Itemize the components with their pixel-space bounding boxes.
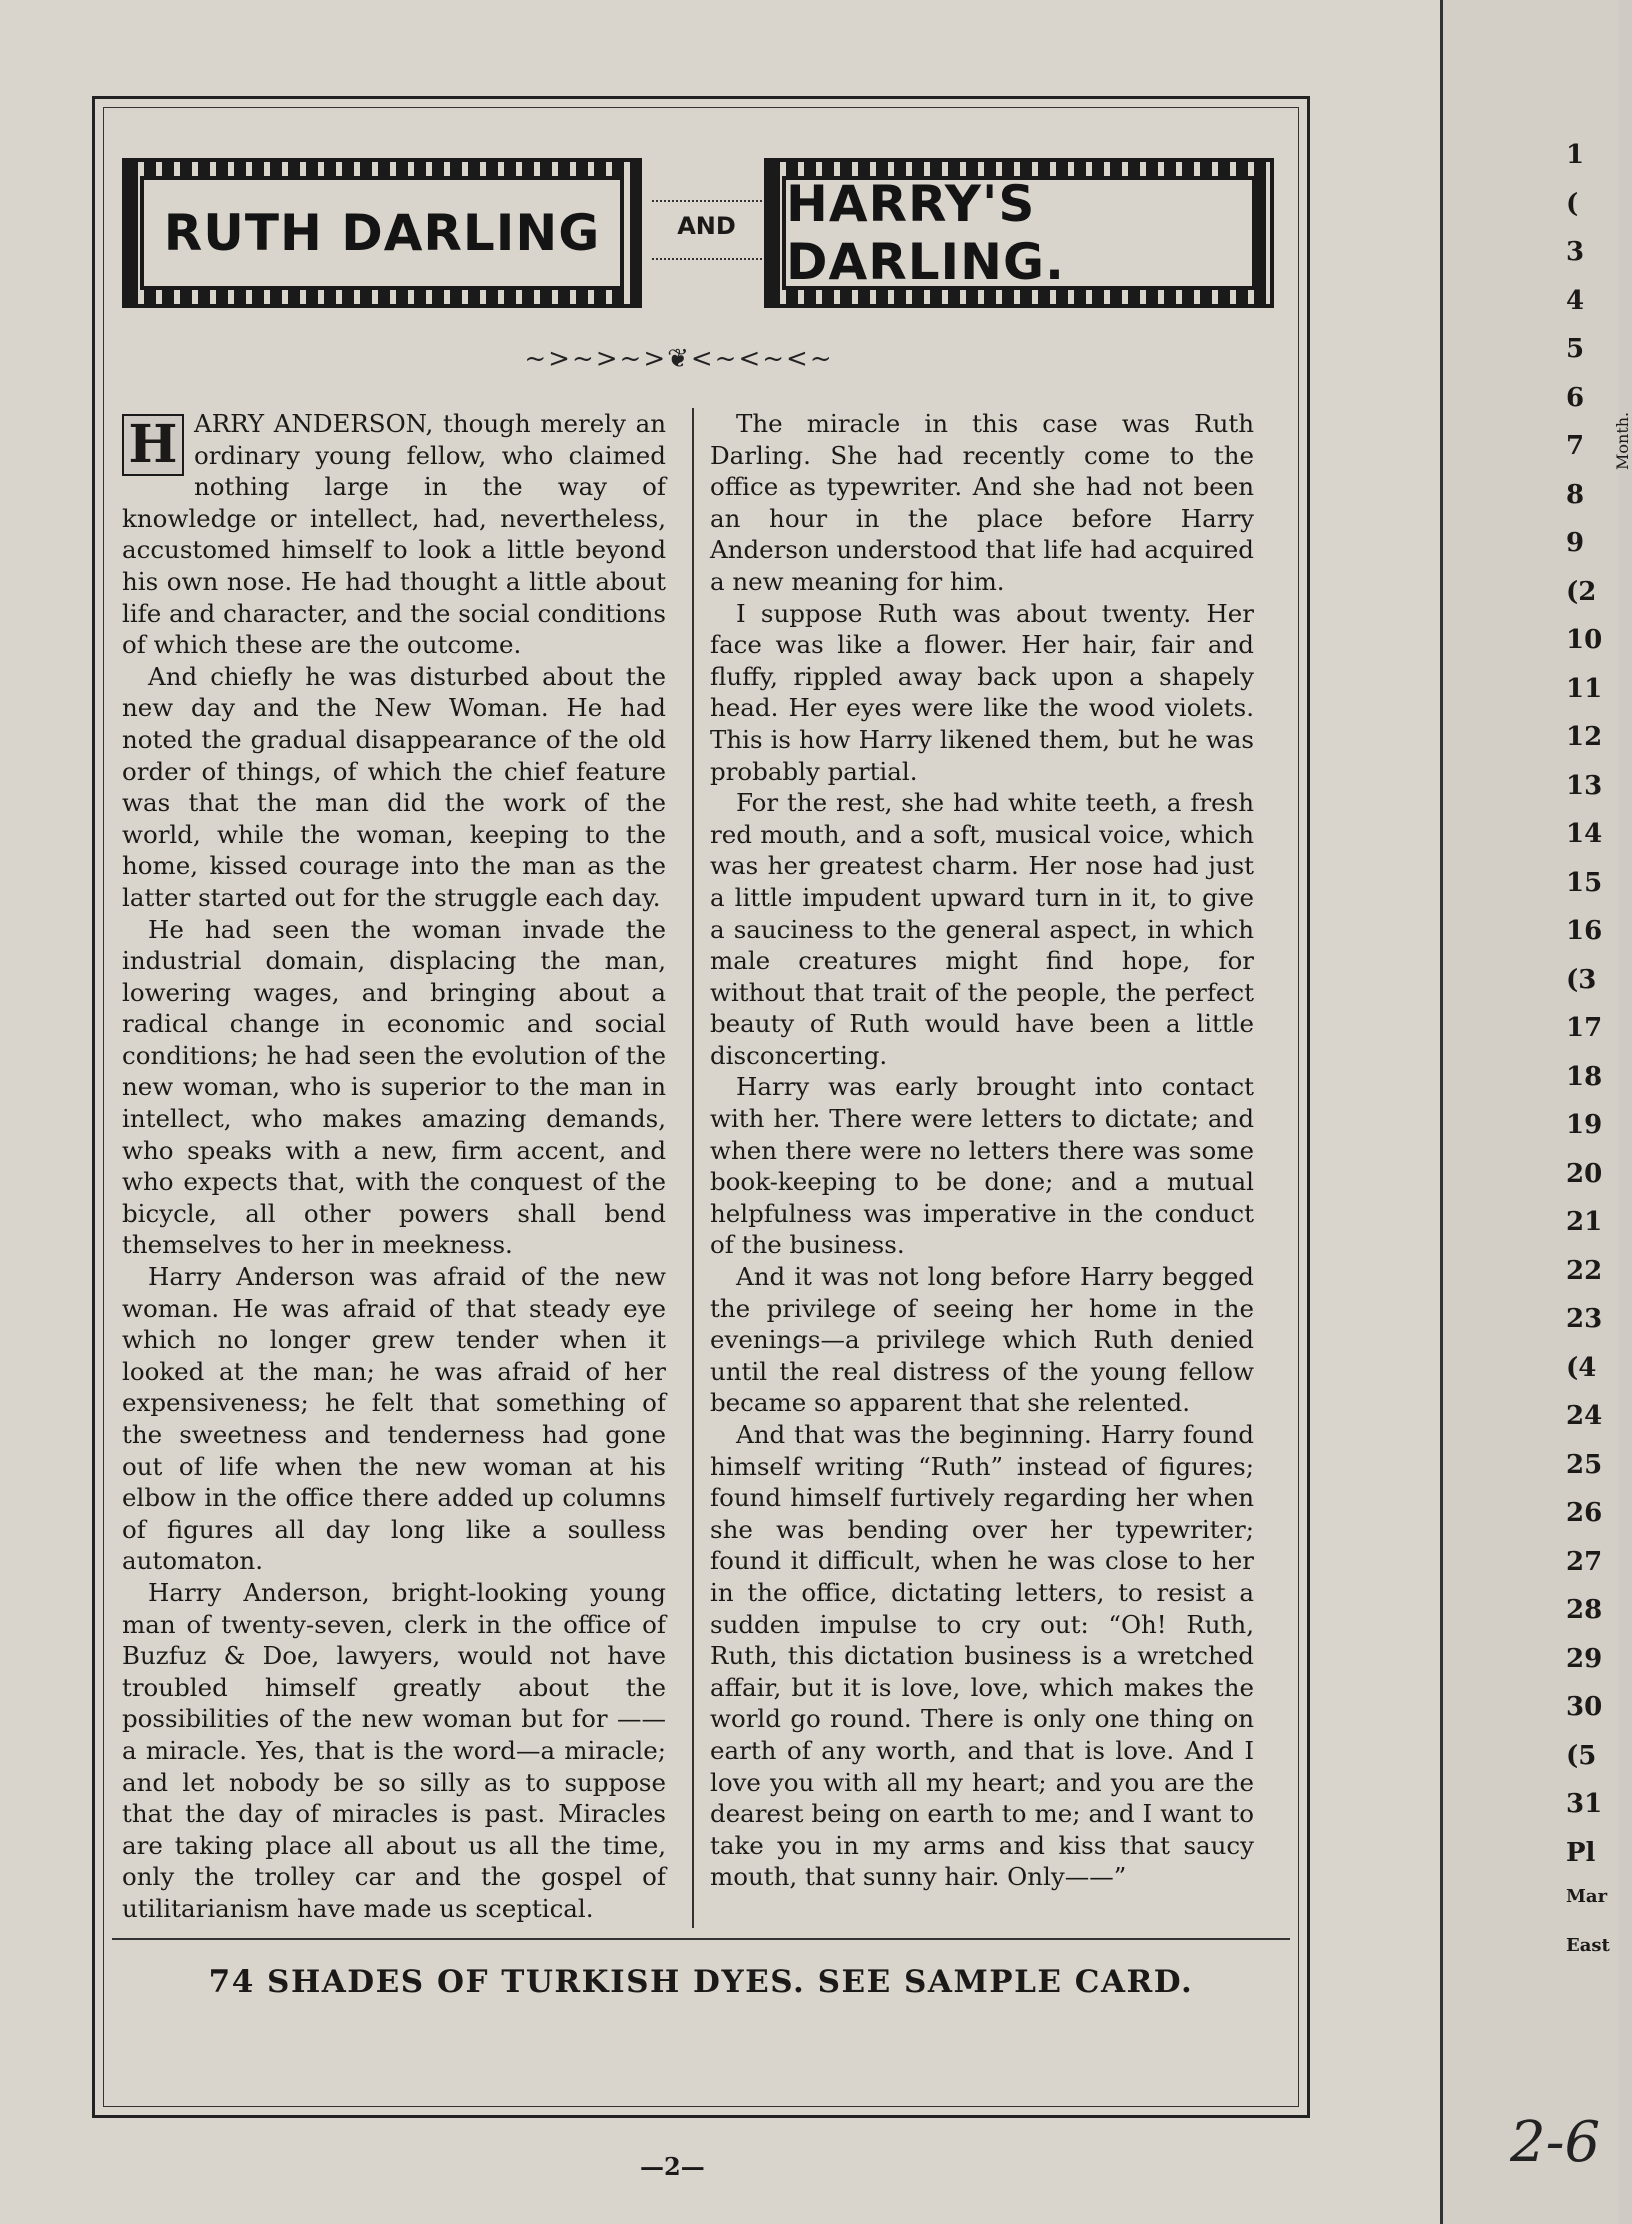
article-paragraph: Harry Anderson was afraid of the new woman. He was afraid of that steady eye which no longer grew tender when it looked at the man; he was afraid of her expensiveness; he felt that something of the sweetness and tenderness had gone out of life when the new woman at his elbow in the office there added up columns of figures all day long like a soulless automaton.: [122, 1262, 666, 1576]
calendar-row: 15: [1566, 867, 1603, 898]
article-paragraph: [122, 408, 666, 661]
title-and: AND: [677, 212, 736, 240]
footer-advert: 74 SHADES OF TURKISH DYES. SEE SAMPLE CARD.: [208, 1964, 1194, 2000]
calendar-row: 31: [1566, 1789, 1603, 1819]
calendar-row: 17: [1566, 1013, 1603, 1043]
title-left: RUTH DARLING: [140, 176, 624, 290]
calendar-row: 26: [1566, 1498, 1603, 1528]
calendar-row: 3: [1566, 237, 1585, 267]
calendar-row: 5: [1566, 334, 1585, 364]
article-paragraph: Harry was early brought into contact with her. There were letters to dictate; and when there were no letters there was some book-keeping to be done; and a mutual helpfulness was imperative in the conduct of the business.: [710, 1072, 1254, 1260]
month-label: Month.: [1613, 411, 1632, 470]
calendar-row: 7: [1566, 431, 1585, 461]
calendar-row: 22: [1566, 1255, 1603, 1286]
calendar-row: 9: [1566, 528, 1585, 558]
article-column-left: [122, 408, 666, 1925]
calendar-row: 20: [1566, 1158, 1603, 1189]
calendar-row: 23: [1566, 1304, 1603, 1334]
handwritten-note: 2-6: [1510, 2110, 1601, 2175]
article-paragraph: For the rest, she had white teeth, a fresh red mouth, and a soft, musical voice, which was her greatest charm. Her nose had just a little impudent upward turn in it, to give a sauciness to the general aspect, in which male creatures might find hope, for without that trait of the people, the perfect beauty of Ruth would have been a little disconcerting.: [710, 788, 1254, 1070]
title-box-left: [122, 158, 642, 308]
calendar-row: 10: [1566, 625, 1603, 655]
page-frame-inner: [103, 107, 1299, 2107]
page-number: —2—: [640, 2152, 705, 2181]
calendar-row: (: [1566, 188, 1579, 219]
title-box-right: [764, 158, 1274, 308]
calendar-row: 19: [1566, 1110, 1603, 1140]
calendar-row: (2: [1566, 576, 1597, 607]
and-rule-bottom: [652, 258, 762, 260]
calendar-row: 13: [1566, 770, 1603, 801]
calendar-row: 28: [1566, 1595, 1603, 1625]
article-column-right: [710, 408, 1254, 1893]
calendar-row: (5: [1566, 1740, 1597, 1771]
calendar-row: 27: [1566, 1546, 1603, 1577]
article-paragraph: And that was the beginning. Harry found himself writing “Ruth” instead of figures; found himself furtively regarding her when she was bending over her typewriter; found it difficult, when he was close to her in the office, dictating letters, to resist a sudden impulse to cry out: “Oh! Ruth, Ruth, this dictation business is a wretched affair, but it is love, love, which makes the world go round. There is only one thing on earth of any worth, and that is love. And I love you with all my heart; and you are the dearest being on earth to me; and I want to take you in my arms and kiss that saucy mouth, that sunny hair. Only——”: [710, 1420, 1254, 1892]
calendar-row: 4: [1566, 285, 1585, 316]
article-paragraph: The miracle in this case was Ruth Darling. She had recently come to the office as typewriter. And she had not been an hour in the place before Harry Anderson understood that life had acquired a new meaning for him.: [710, 409, 1254, 596]
article-paragraph: And chiefly he was disturbed about the new day and the New Woman. He had noted the gradual disappearance of the old order of things, of which the chief feature was that the man did the work of the world, while the woman, keeping to the home, kissed courage into the man as the latter started out for the struggle each day.: [122, 661, 666, 912]
title-right: HARRY'S DARLING.: [782, 176, 1256, 290]
page-frame: [92, 96, 1310, 2118]
calendar-row: (3: [1566, 964, 1597, 995]
footer-rule: [112, 1938, 1290, 1940]
calendar-row: 18: [1566, 1061, 1603, 1092]
calendar-row: 8: [1566, 479, 1585, 510]
article-paragraph: And it was not long before Harry begged the privilege of seeing her home in the evenings—a privilege which Ruth denied until the real distress of the young fellow became so apparent that she relented.: [710, 1262, 1254, 1418]
calendar-row: 12: [1566, 722, 1603, 752]
article-paragraph: Harry Anderson, bright-looking young man of twenty-seven, clerk in the office of Buzfuz & Doe, lawyers, would not have troubled himself greatly about the possibilities of the new woman but for ——a miracle. Yes, that is the word—a miracle; and let nobody be so silly as to suppose that the day of miracles is past. Miracles are taking place all about us all the time, only the trolley car and the gospel of utilitarianism have made us sceptical.: [122, 1577, 666, 1923]
calendar-row: 25: [1566, 1449, 1603, 1480]
article-paragraph: He had seen the woman invade the industrial domain, displacing the man, lowering wages, and bringing about a radical change in economic and social conditions; he had seen the evolution of the new woman, who is superior to the man in intellect, who makes amazing demands, who speaks with a new, firm accent, and who expects that, with the conquest of the bicycle, all other powers shall bend themselves to her in meekness.: [122, 914, 667, 1260]
calendar-row: 24: [1566, 1401, 1603, 1431]
calendar-row: 14: [1566, 819, 1603, 849]
calendar-row: 11: [1566, 673, 1603, 704]
article-paragraph: I suppose Ruth was about twenty. Her face was like a flower. Her hair, fair and fluffy, rippled away back upon a shapely head. Her eyes were like the wood violets. This is how Harry likened them, but he was probably partial.: [710, 598, 1254, 786]
calendar-row: (4: [1566, 1352, 1597, 1383]
and-rule-top: [652, 200, 762, 202]
calendar-row: Mar: [1566, 1886, 1608, 1907]
column-divider: [692, 408, 694, 1928]
calendar-row: 1: [1566, 140, 1585, 170]
calendar-row: 21: [1566, 1207, 1603, 1237]
calendar-row: Pl: [1566, 1837, 1596, 1868]
paragraph-text: ARRY ANDERSON, though merely an ordinary young fellow, who claimed nothing large in the way of knowledge or intellect, had, nevertheless, accustomed himself to look a little beyond his own nose. He had thought a little about life and character, and the social conditions of which these are the outcome.: [122, 409, 666, 660]
calendar-row: 6: [1566, 382, 1585, 413]
calendar-row: 29: [1566, 1643, 1603, 1674]
dropcap: H: [122, 414, 184, 476]
calendar-row: 30: [1566, 1692, 1603, 1722]
ornament-divider-icon: ~>~>~>❦<~<~<~: [524, 344, 834, 374]
calendar-row: 16: [1566, 916, 1603, 946]
calendar-row: East: [1566, 1934, 1610, 1956]
